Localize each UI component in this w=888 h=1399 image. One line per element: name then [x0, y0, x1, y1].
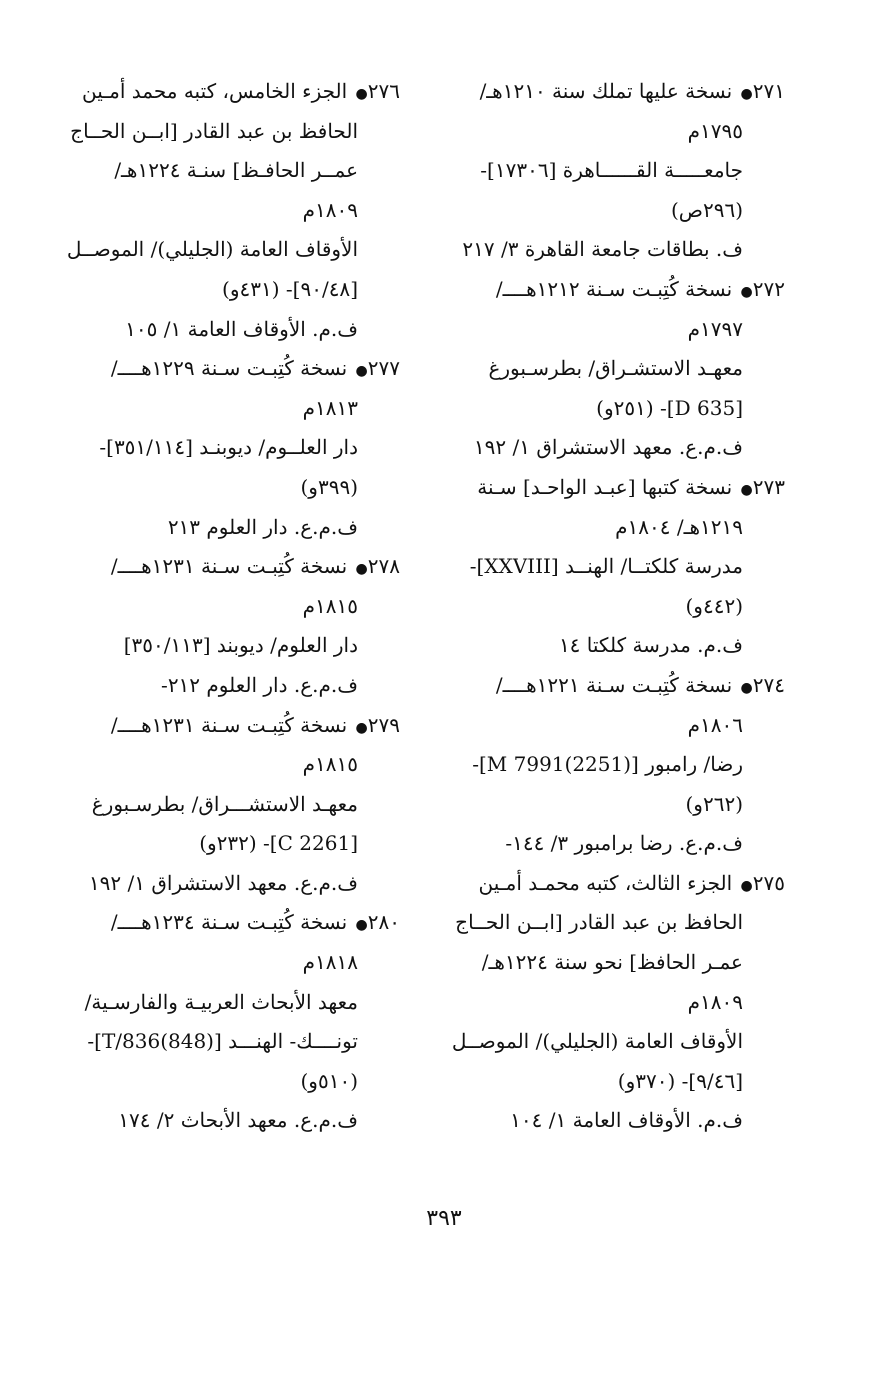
entry-line [440, 191, 785, 231]
left-column [55, 72, 400, 1141]
entry-heading-line [440, 72, 785, 112]
entry-text: نسخة كُتِبـت سـنة ١٢٣١هــــ/ [110, 554, 348, 579]
bullet-icon: ● [740, 877, 753, 894]
entry-text: [٩٠/٤٨]- (٤٣١و) [222, 276, 358, 301]
entry-line [55, 191, 400, 231]
entry-line [440, 151, 785, 191]
entry-line [440, 508, 785, 548]
entry-number: ٢٧١ [752, 79, 785, 103]
entry-line [55, 587, 400, 627]
entry-line [440, 349, 785, 389]
entry-text: ١٨١٥م [302, 752, 358, 777]
entry-number: ٢٧٥ [752, 870, 785, 895]
entry-line [55, 389, 400, 429]
catalog-entry [440, 864, 785, 1141]
page-number: ٣٩٣ [426, 1206, 462, 1231]
entry-text: ١٨١٣م [302, 395, 358, 420]
entry-text: ١٧٩٧م [687, 316, 743, 341]
bullet-icon: ● [740, 679, 753, 696]
entry-text: ف. بطاقات جامعة القاهرة ٣/ ٢١٧ [462, 237, 743, 262]
entry-line [55, 230, 400, 270]
entry-line [55, 151, 400, 191]
entry-line [440, 626, 785, 666]
entry-text: الأوقاف العامة (الجليلي)/ الموصــل [451, 1029, 743, 1054]
entry-text: ف.م.ع. معهد الاستشراق ١/ ١٩٢ [88, 870, 358, 895]
entry-text: ف.م. مدرسة كلكتا ١٤ [558, 633, 743, 658]
entry-number: ٢٧٧ [367, 356, 400, 381]
entry-number: ٢٧٦ [367, 79, 400, 103]
entry-text: ف.م.ع. معهد الأبحاث ٢/ ١٧٤ [118, 1108, 358, 1133]
entry-text: ف.م. الأوقاف العامة ١/ ١٠٥ [125, 316, 358, 341]
entry-text: الجزء الثالث، كتبه محمـد أمـين [478, 870, 733, 895]
entry-line [55, 983, 400, 1023]
bullet-icon: ● [355, 561, 368, 578]
catalog-entry [440, 72, 785, 270]
entry-heading-line [55, 72, 400, 112]
entry-heading-line [440, 270, 785, 310]
entry-line [55, 1101, 400, 1141]
entry-text: الحافظ بن عبد القادر [ابــن الحــاج [455, 910, 743, 935]
entry-text: جامعـــــة القــــــاهرة [١٧٣٠٦]- [480, 158, 743, 183]
entry-line [440, 112, 785, 152]
entry-line [440, 824, 785, 864]
entry-line [440, 1062, 785, 1102]
bullet-icon: ● [740, 86, 753, 102]
entry-line [55, 270, 400, 310]
entry-text: (٤٤٢و) [685, 593, 743, 618]
entry-line [55, 864, 400, 904]
entry-text: دار العلوم/ ديوبند [٣٥٠/١١٣] [123, 633, 358, 658]
right-column [440, 72, 785, 1141]
entry-line [440, 310, 785, 350]
entry-text: ف.م.ع. دار العلوم ٢١٣ [167, 514, 358, 539]
entry-text: رضا/ رامبور [M 7991(2251)]- [472, 752, 743, 777]
entry-text: ف.م.ع. رضا برامبور ٣/ ١٤٤- [505, 831, 743, 856]
entry-line [55, 112, 400, 152]
entry-line [55, 508, 400, 548]
catalog-entry [55, 349, 400, 547]
entry-line [55, 626, 400, 666]
entry-text: ١٨٠٩م [687, 989, 743, 1014]
entry-text: (٥١٠و) [300, 1068, 358, 1093]
bullet-icon: ● [355, 363, 368, 380]
entry-text: معهد الأبحاث العربيـة والفارسـية/ [84, 989, 358, 1014]
entry-number: ٢٨٠ [367, 910, 400, 935]
bullet-icon: ● [740, 481, 753, 498]
entry-line [440, 428, 785, 468]
entry-text: مدرسة كلكتــا/ الهنــد [XXVIII]- [469, 554, 743, 579]
entry-text: عمــر الحافـظ] سنـة ١٢٢٤هـ/ [114, 158, 358, 183]
entry-text: نسخة كتبها [عبـد الواحـد] سـنة [477, 474, 733, 499]
entry-text: ١٨١٥م [302, 593, 358, 618]
entry-line [55, 1022, 400, 1062]
entry-number: ٢٧٩ [367, 712, 400, 737]
entry-line [55, 785, 400, 825]
entry-text: ١٨٠٦م [687, 712, 743, 737]
entry-heading-line [55, 547, 400, 587]
entry-heading-line [55, 349, 400, 389]
catalog-entry [55, 706, 400, 904]
catalog-entry [440, 468, 785, 666]
entry-line [55, 468, 400, 508]
entry-line [55, 666, 400, 706]
bullet-icon: ● [355, 719, 368, 736]
entry-text: الأوقاف العامة (الجليلي)/ الموصــل [66, 237, 358, 262]
entry-heading-line [440, 666, 785, 706]
entry-text: نسخة كُتِبـت سـنة ١٢٣٤هــــ/ [110, 910, 348, 935]
entry-line [55, 310, 400, 350]
entry-text: نسخة كُتِبـت سـنة ١٢٢٩هــــ/ [110, 356, 348, 381]
catalog-entry [55, 903, 400, 1141]
entry-heading-line [440, 468, 785, 508]
entry-line [440, 1101, 785, 1141]
entry-line [55, 428, 400, 468]
entry-text: ف.م.ع. معهد الاستشراق ١/ ١٩٢ [473, 435, 743, 460]
catalog-entry [440, 666, 785, 864]
entry-text: (٢٩٦ص) [670, 197, 743, 222]
entry-text: (٢٦٢و) [685, 791, 743, 816]
entry-line [440, 1022, 785, 1062]
entry-line [55, 745, 400, 785]
entry-line [440, 943, 785, 983]
entry-text: ١٧٩٥م [687, 118, 743, 143]
entry-number: ٢٧٣ [752, 474, 785, 499]
entry-text: ١٨١٨م [302, 950, 358, 975]
catalog-entry [55, 547, 400, 705]
entry-line [55, 943, 400, 983]
entry-line [440, 587, 785, 627]
bullet-icon: ● [355, 86, 368, 102]
entry-number: ٢٧٢ [752, 276, 785, 301]
entry-text: نسخة كُتِبـت سـنة ١٢٣١هــــ/ [110, 712, 348, 737]
entry-text: نسخة كُتِبـت سـنة ١٢١٢هــــ/ [495, 276, 733, 301]
entry-line [440, 983, 785, 1023]
entry-heading-line [55, 903, 400, 943]
entry-text: ١٨٠٩م [302, 197, 358, 222]
entry-line [440, 785, 785, 825]
entry-line [440, 706, 785, 746]
entry-line [55, 1062, 400, 1102]
entry-text: معهـد الاستشـــراق/ بطرسـبورغ [91, 791, 358, 816]
entry-text: (٣٩٩و) [300, 474, 358, 499]
entry-line [440, 547, 785, 587]
entry-text: [D 635]- (٢٥١و) [596, 395, 743, 420]
bullet-icon: ● [355, 917, 368, 934]
catalog-entry [55, 72, 400, 349]
entry-text: ف.م.ع. دار العلوم ٢١٢- [161, 672, 358, 697]
entry-text: ١٢١٩هـ/ ١٨٠٤م [615, 514, 743, 539]
entry-line [55, 824, 400, 864]
entry-text: عمـر الحافظ] نحو سنة ١٢٢٤هـ/ [481, 950, 743, 975]
entry-line [440, 230, 785, 270]
entry-text: الحافظ بن عبد القادر [ابــن الحــاج [70, 118, 358, 143]
bullet-icon: ● [740, 283, 753, 300]
entry-line [440, 903, 785, 943]
entry-text: الجزء الخامس، كتبه محمد أمـين [82, 79, 348, 103]
entry-text: [C 2261]- (٢٣٢و) [199, 831, 358, 856]
entry-heading-line [55, 706, 400, 746]
entry-text: معهـد الاستشـراق/ بطرسـبورغ [488, 356, 743, 381]
entry-text: ف.م. الأوقاف العامة ١/ ١٠٤ [510, 1108, 743, 1133]
entry-text: [٩/٤٦]- (٣٧٠و) [617, 1068, 743, 1093]
entry-text: نسخة كُتِبـت سـنة ١٢٢١هــــ/ [495, 672, 733, 697]
entry-number: ٢٧٤ [752, 672, 785, 697]
entry-number: ٢٧٨ [367, 554, 400, 579]
entry-line [440, 745, 785, 785]
entry-heading-line [440, 864, 785, 904]
entry-text: دار العلــوم/ ديوبنـد [٣٥١/١١٤]- [99, 435, 358, 460]
entry-line [440, 389, 785, 429]
entry-text: نسخة عليها تملك سنة ١٢١٠هـ/ [479, 79, 733, 103]
catalog-entry [440, 270, 785, 468]
entry-text: تونــــك- الهنـــد [T/836(848)]- [87, 1029, 358, 1054]
